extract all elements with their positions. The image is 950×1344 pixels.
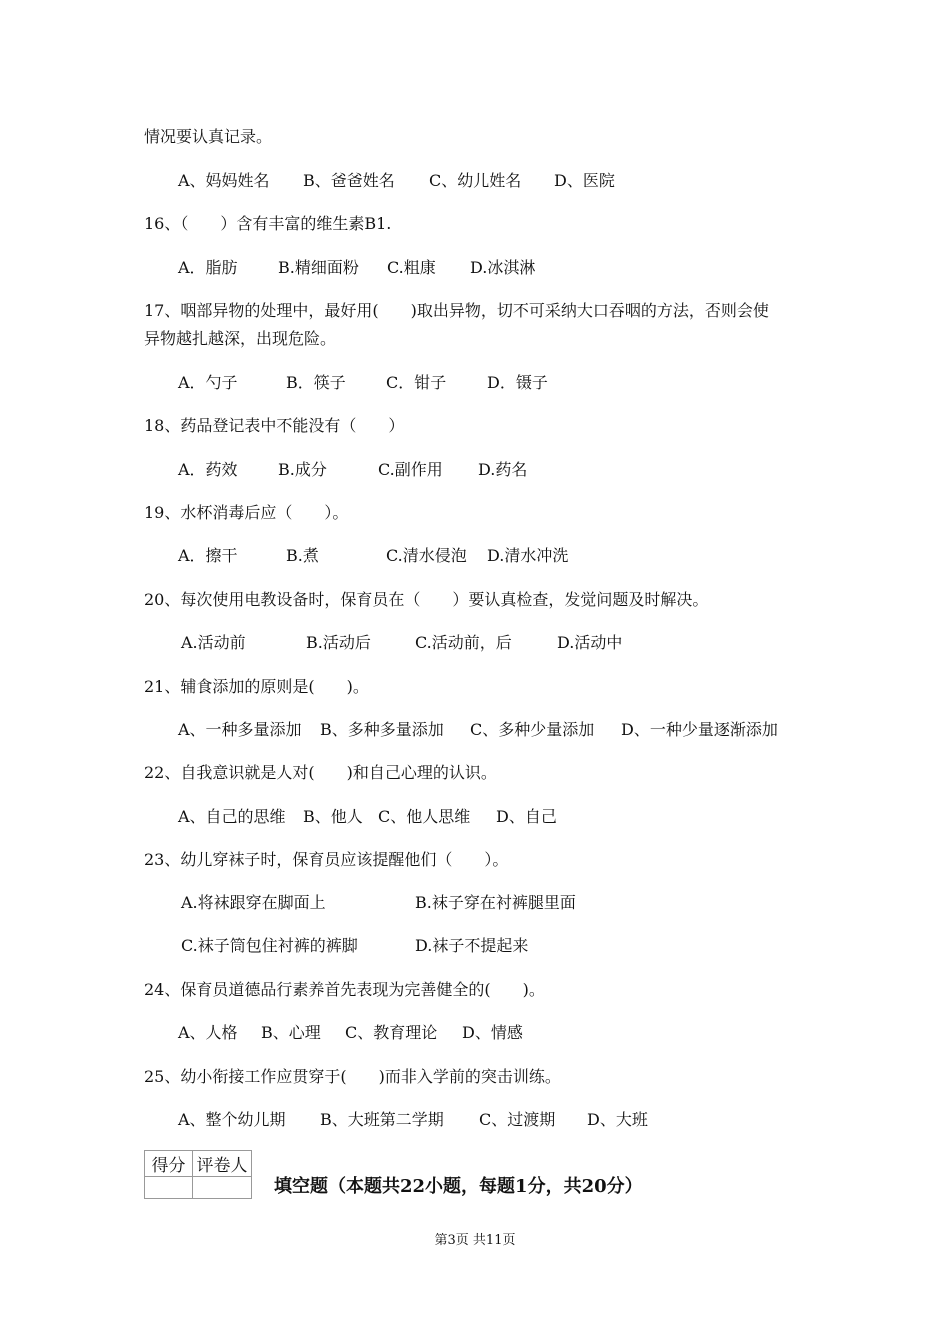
option-b: B.精细面粉 <box>278 258 359 277</box>
option-d: D.清水冲洗 <box>487 546 569 565</box>
question-19: 19、水杯消毒后应（ ）。 <box>144 503 349 522</box>
option-a: A、整个幼儿期 <box>178 1110 286 1129</box>
question-20: 20、每次使用电教设备时，保育员在（ ）要认真检查，发觉问题及时解决。 <box>144 590 709 609</box>
question-16: 16、（ ）含有丰富的维生素B1. <box>144 214 392 233</box>
question-17-continuation: 异物越扎越深，出现危险。 <box>144 329 337 348</box>
option-b: B.煮 <box>286 546 319 565</box>
option-d: D、自己 <box>496 807 557 826</box>
option-d: D.袜子不提起来 <box>415 936 529 955</box>
option-d: D、一种少量逐渐添加 <box>621 720 778 739</box>
option-c: C.活动前，后 <box>415 633 512 652</box>
option-b: B、他人 <box>303 807 363 826</box>
option-a: A.活动前 <box>181 633 246 652</box>
option-b: B、大班第二学期 <box>320 1110 444 1129</box>
option-d: D、情感 <box>462 1023 523 1042</box>
option-b: B.活动后 <box>306 633 371 652</box>
option-d: D、医院 <box>554 171 615 190</box>
option-c: C、多种少量添加 <box>470 720 595 739</box>
option-a: A、一种多量添加 <box>178 720 302 739</box>
score-header: 得分 <box>145 1151 193 1177</box>
option-a: A．勺子 <box>178 373 238 392</box>
option-a: A、人格 <box>178 1023 238 1042</box>
option-c: C、他人思维 <box>378 807 471 826</box>
question-25: 25、幼小衔接工作应贯穿于( )而非入学前的突击训练。 <box>144 1067 561 1086</box>
question-24: 24、保育员道德品行素养首先表现为完善健全的( )。 <box>144 980 545 999</box>
score-table <box>144 1150 252 1199</box>
score-cell <box>145 1177 193 1199</box>
option-d: D.活动中 <box>557 633 623 652</box>
option-c: C.清水侵泡 <box>386 546 467 565</box>
option-a: A．脂肪 <box>178 258 238 277</box>
question-17: 17、咽部异物的处理中，最好用( )取出异物，切不可采纳大口吞咽的方法，否则会使 <box>144 301 769 320</box>
option-c: C．钳子 <box>386 373 447 392</box>
option-a: A、妈妈姓名 <box>178 171 270 190</box>
option-c: C.粗康 <box>387 258 436 277</box>
question-23: 23、幼儿穿袜子时，保育员应该提醒他们（ ）。 <box>144 850 509 869</box>
page-footer: 第3页 共11页 <box>434 1233 516 1248</box>
option-d: D.药名 <box>478 460 528 479</box>
option-b: B、心理 <box>261 1023 321 1042</box>
option-a: A.将袜跟穿在脚面上 <box>181 893 326 912</box>
question-21: 21、辅食添加的原则是( )。 <box>144 677 369 696</box>
option-d: D、大班 <box>587 1110 648 1129</box>
option-c: C、幼儿姓名 <box>429 171 522 190</box>
option-b: B、爸爸姓名 <box>303 171 395 190</box>
grader-cell <box>193 1177 252 1199</box>
option-b: B、多种多量添加 <box>320 720 444 739</box>
option-d: D．镊子 <box>487 373 548 392</box>
option-b: B.袜子穿在衬裤腿里面 <box>415 893 576 912</box>
question-18: 18、药品登记表中不能没有（ ） <box>144 416 405 435</box>
option-b: B.成分 <box>278 460 327 479</box>
option-c: C.袜子筒包住衬裤的裤脚 <box>181 936 358 955</box>
grader-header: 评卷人 <box>193 1151 252 1177</box>
option-c: C.副作用 <box>378 460 443 479</box>
question-22: 22、自我意识就是人对( )和自己心理的认识。 <box>144 763 497 782</box>
option-b: B．筷子 <box>286 373 346 392</box>
question-continuation: 情况要认真记录。 <box>144 127 273 146</box>
option-d: D.冰淇淋 <box>470 258 536 277</box>
option-a: A、自己的思维 <box>178 807 286 826</box>
option-a: A．擦干 <box>178 546 238 565</box>
option-c: C、教育理论 <box>345 1023 438 1042</box>
option-a: A．药效 <box>178 460 238 479</box>
section-title: 填空题（本题共22小题，每题1分，共20分） <box>274 1176 643 1197</box>
option-c: C、过渡期 <box>479 1110 556 1129</box>
